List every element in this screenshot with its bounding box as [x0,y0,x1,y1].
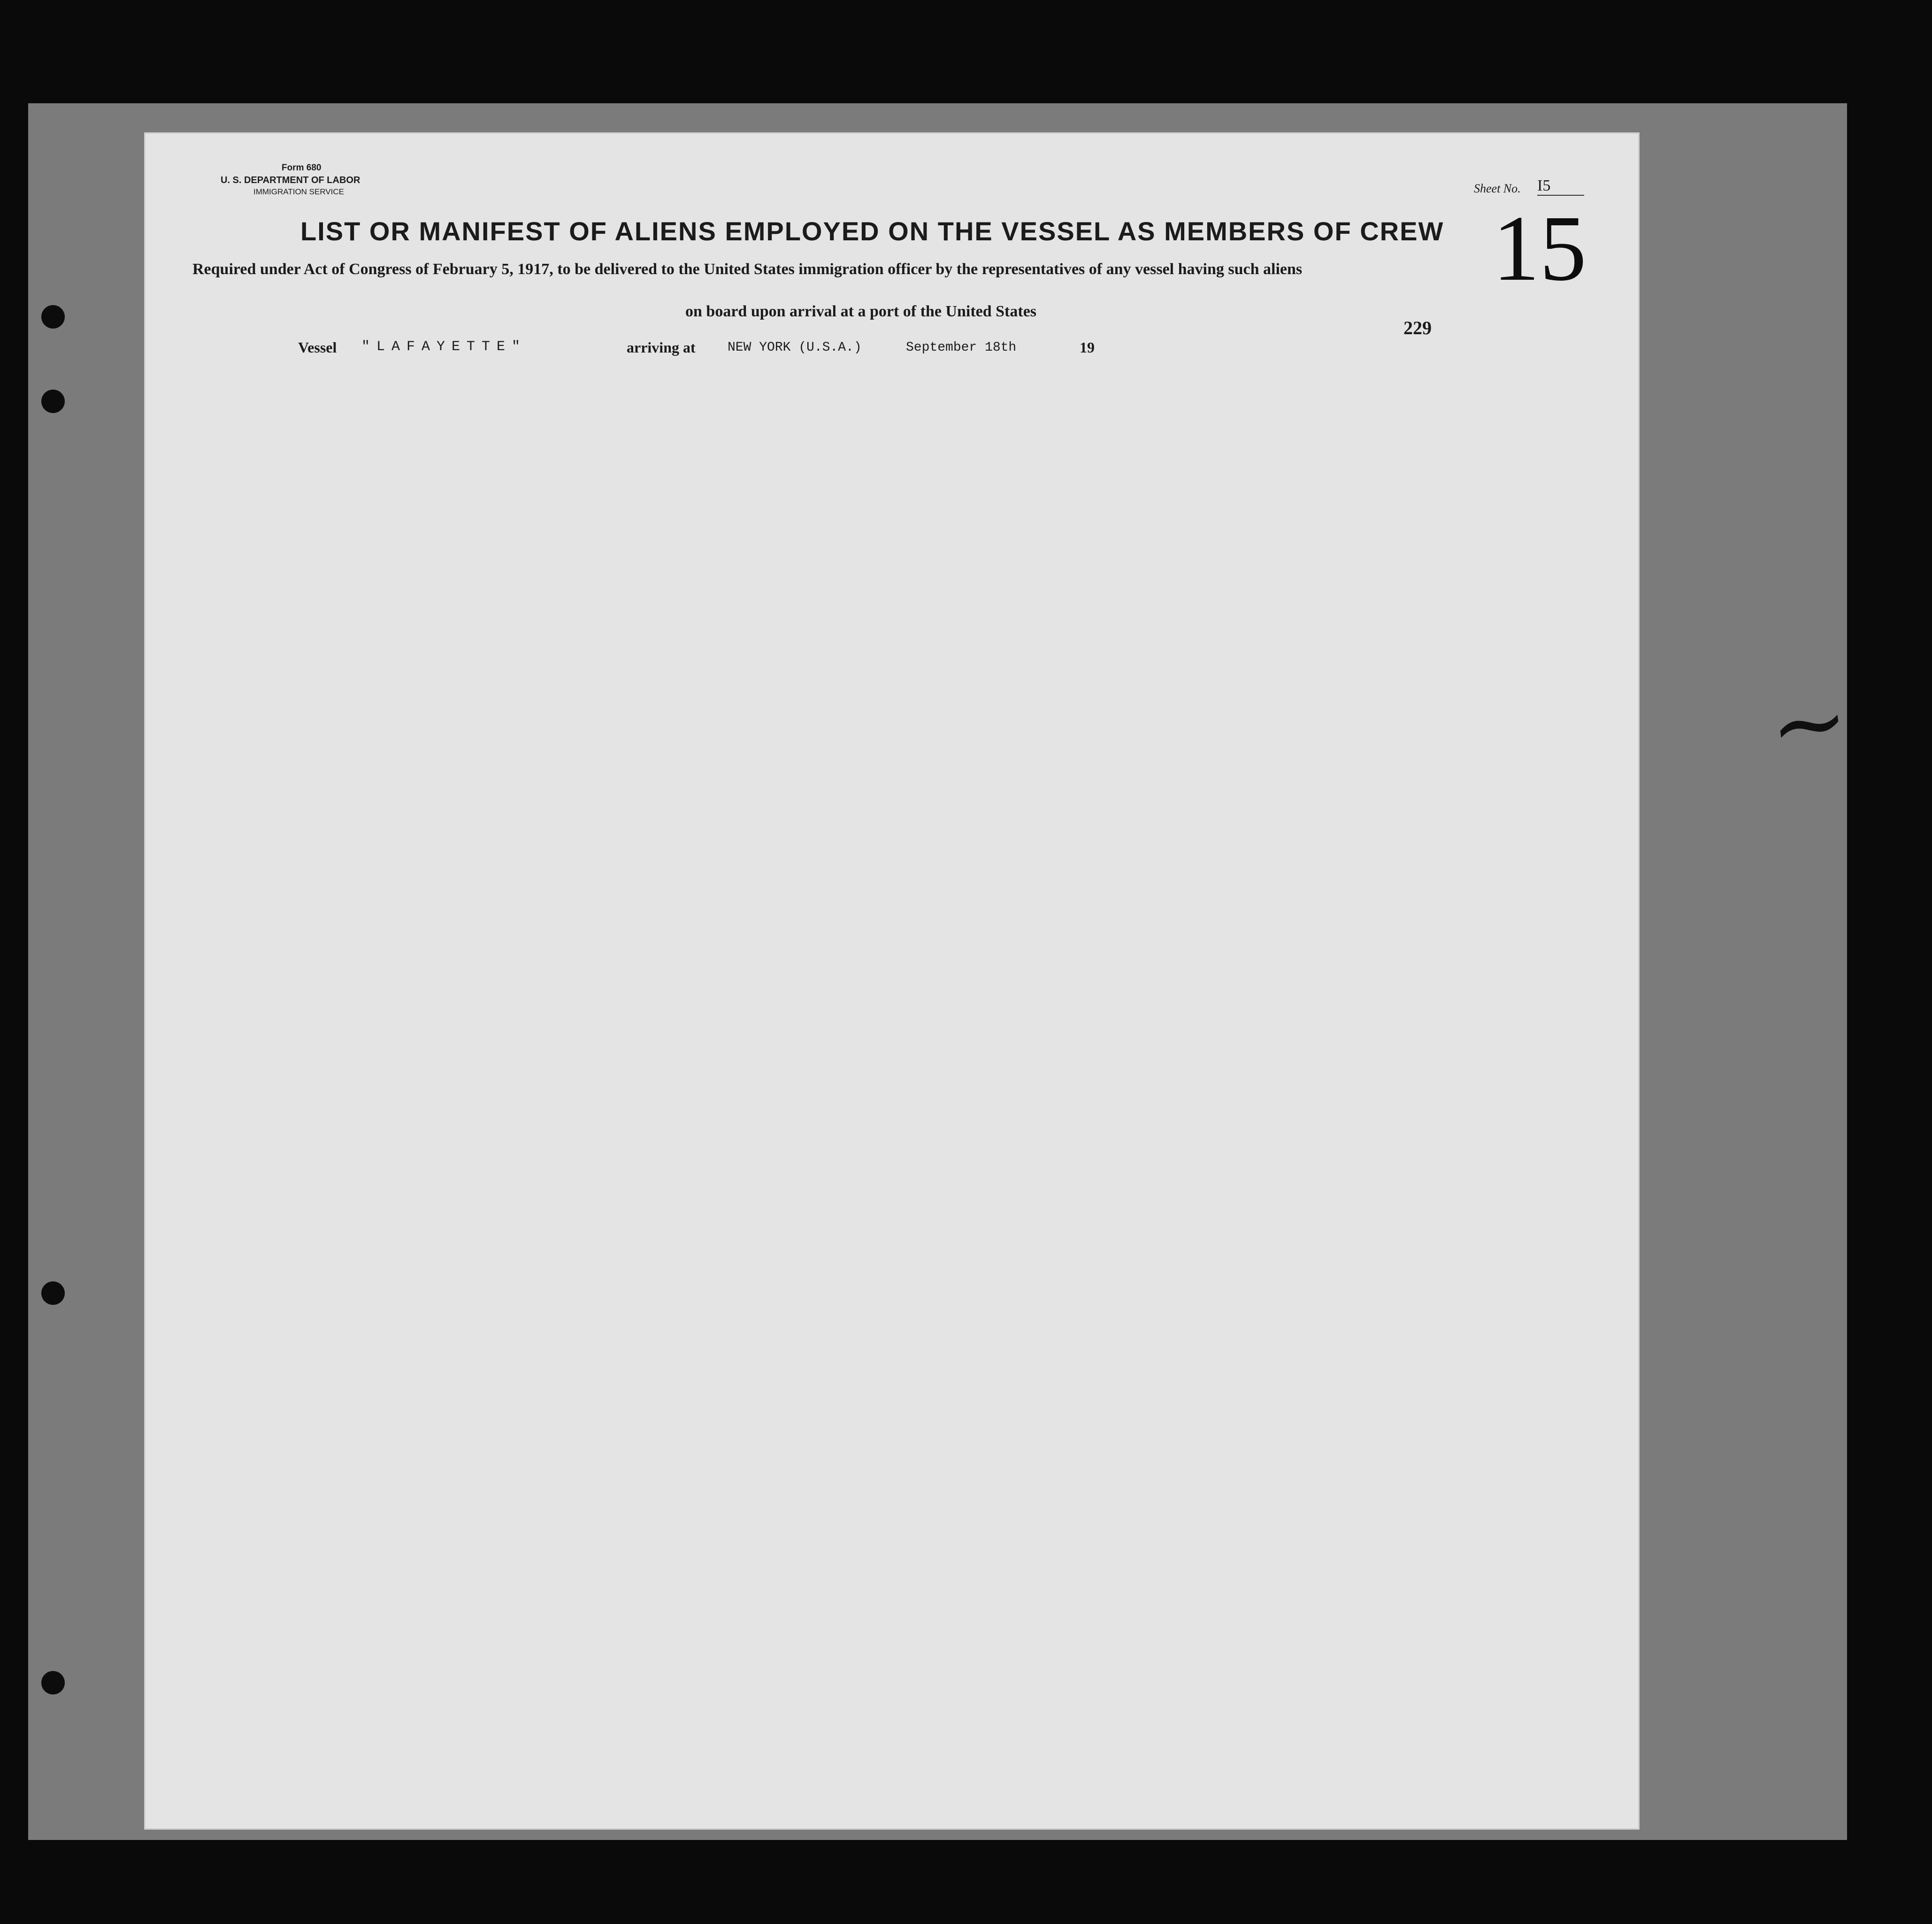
vessel-label: Vessel [298,339,337,356]
service: IMMIGRATION SERVICE [253,187,345,196]
arrival-date: September 18th [906,340,1017,355]
subtitle: Required under Act of Congress of February 5, 1917, to be delivered to the United States immigration officer by the representatives of any vessel having such aliens [192,261,1303,278]
manifest-sheet [146,134,1855,1828]
form-number: Form 680 [282,163,322,173]
arrival-port: NEW YORK (U.S.A.) [728,340,862,355]
page-title: LIST OR MANIFEST OF ALIENS EMPLOYED ON THE VESSEL AS MEMBERS OF CREW [300,216,1444,246]
year-prefix: 19 [1080,339,1095,356]
sheet-number: I5 [1537,177,1584,196]
vessel-name: "LAFAYETTE" [361,339,527,355]
arriving-label: arriving at [627,339,696,356]
department: U. S. DEPARTMENT OF LABOR [221,175,360,185]
subtitle-2: on board upon arrival at a port of the United States [685,303,1037,320]
handwritten-mark: ~ [1762,664,1855,783]
sheet-label: Sheet No. [1474,182,1521,195]
sheet-big-number: 15 [1493,197,1587,300]
stamp-number: 229 [1403,317,1432,338]
